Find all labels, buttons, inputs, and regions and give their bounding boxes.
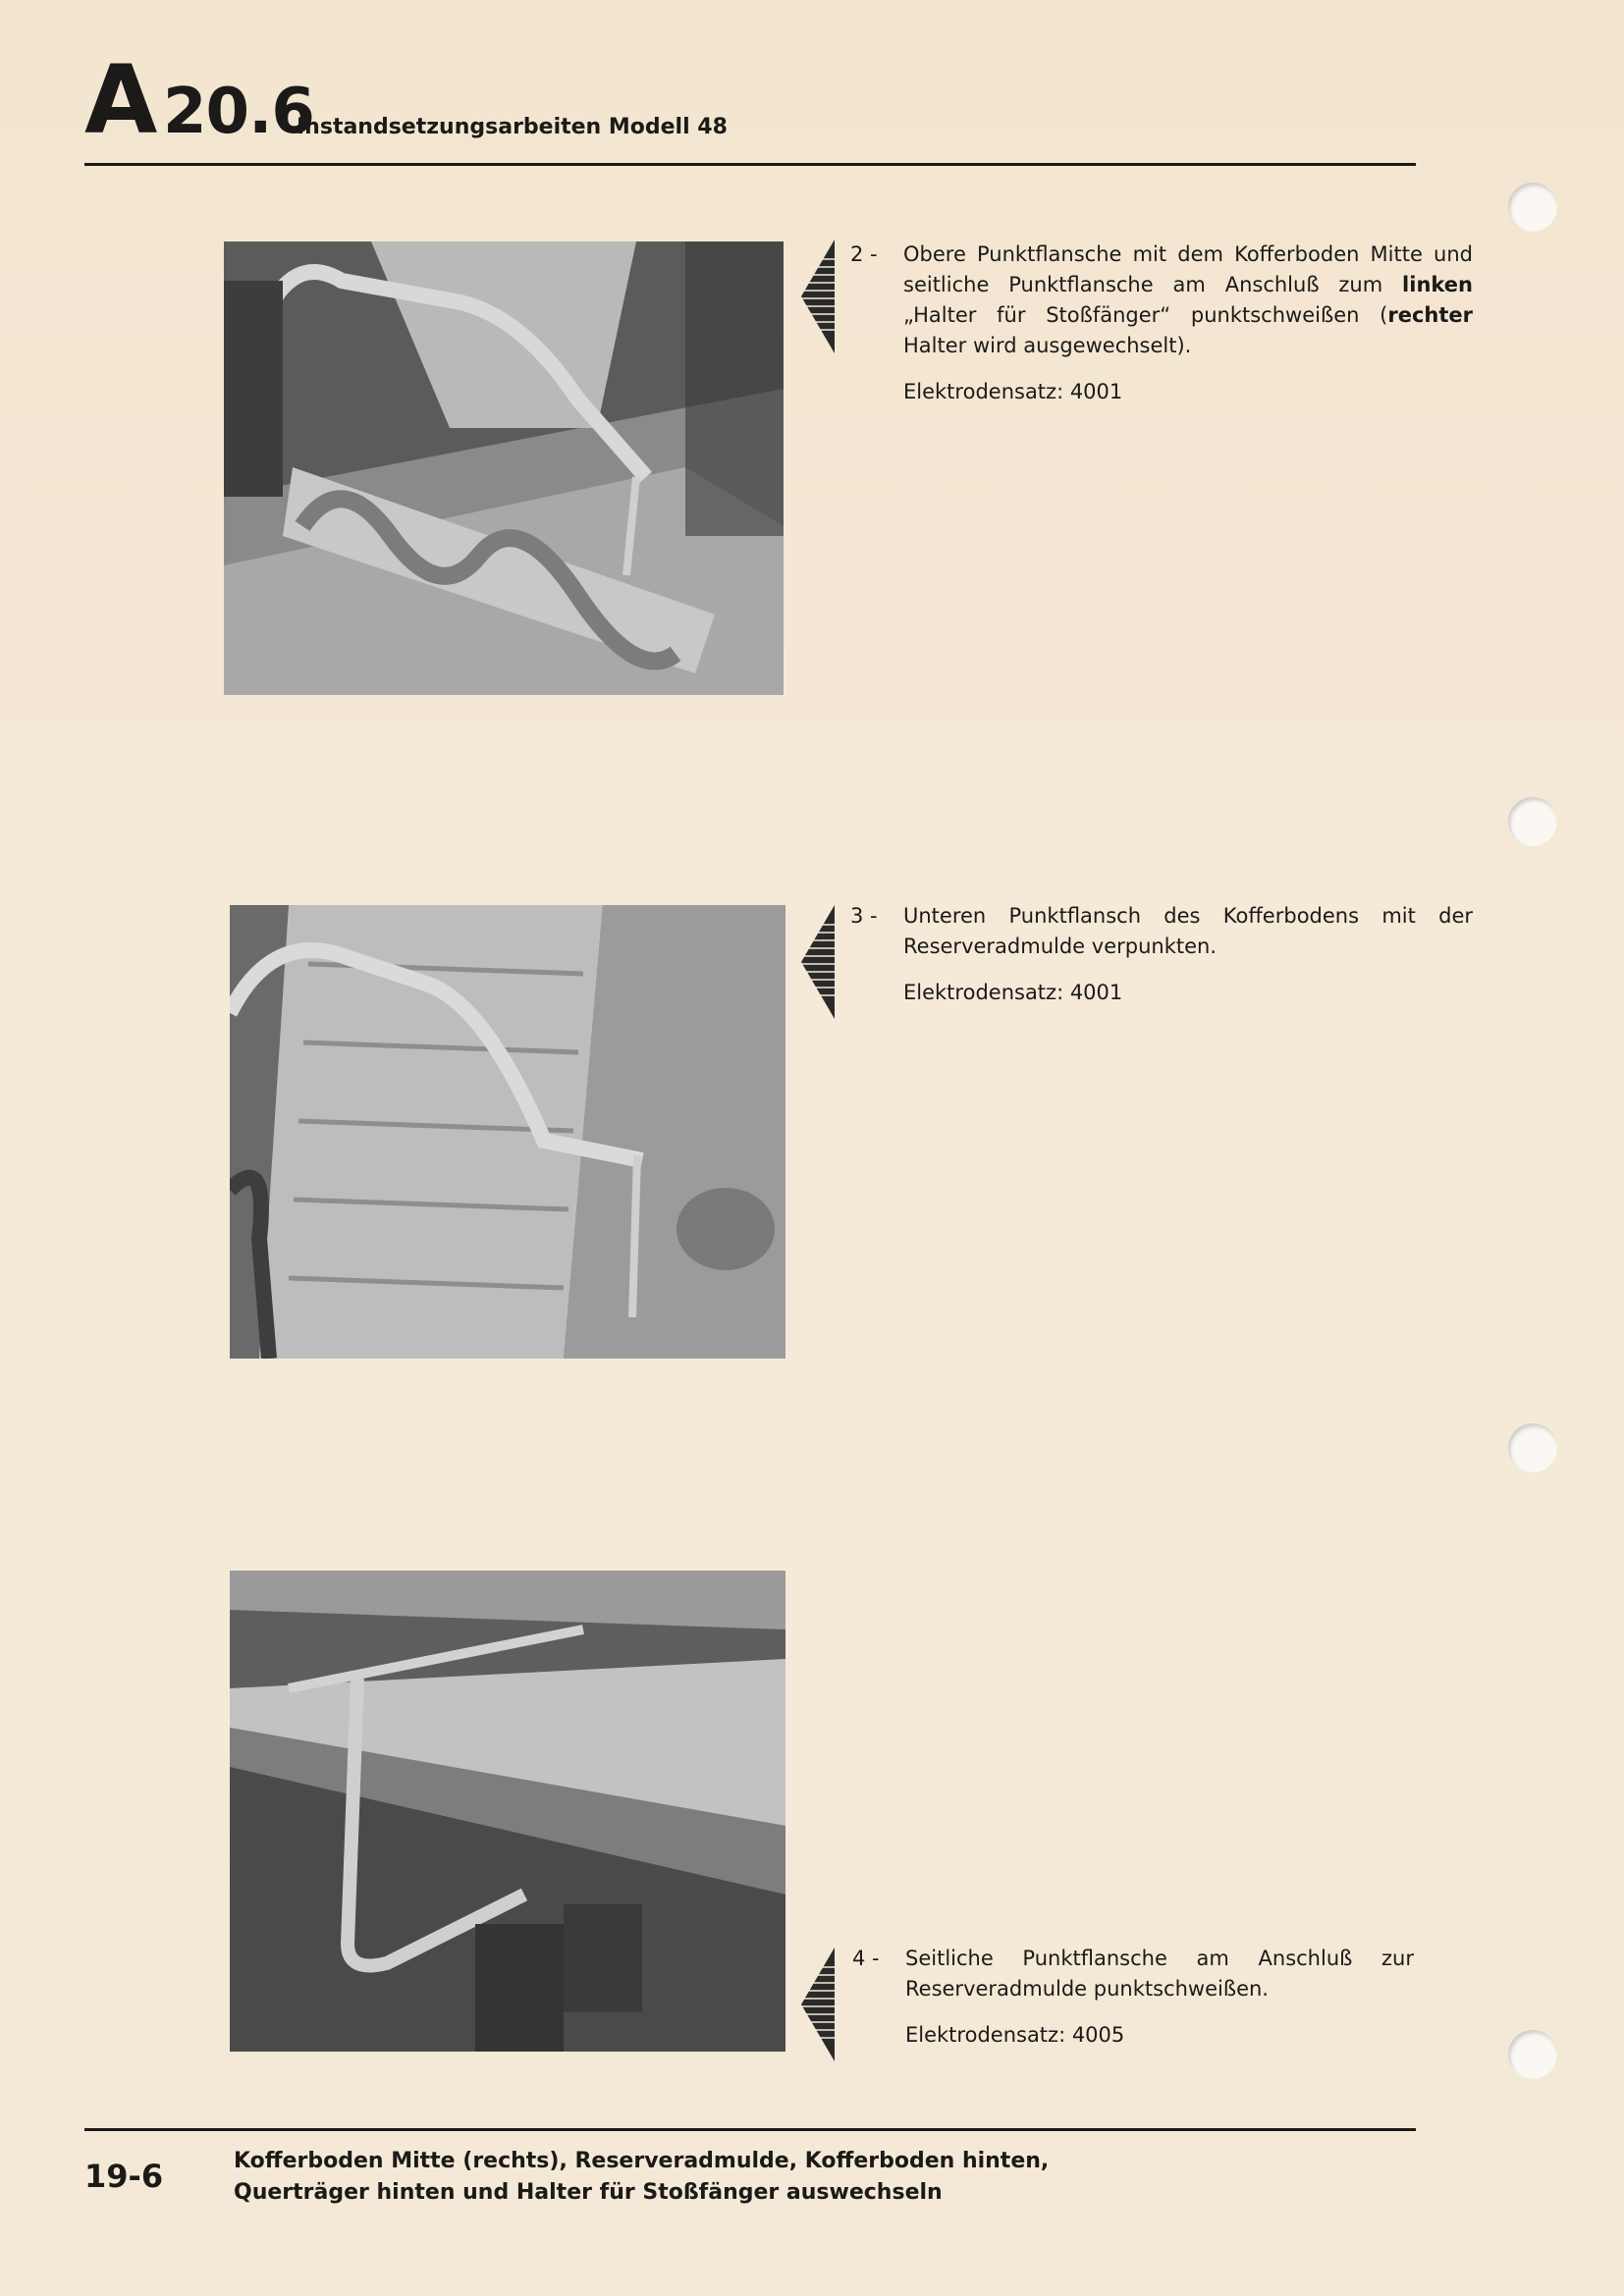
arrow-marker-step-3 bbox=[801, 905, 835, 1019]
step-number: 4 - bbox=[852, 1947, 880, 1970]
footer-title-line-1: Kofferboden Mitte (rechts), Reserveradmulde, Kofferboden hinten, bbox=[234, 2149, 1050, 2173]
binder-hole bbox=[1508, 1423, 1557, 1472]
binder-hole bbox=[1508, 797, 1557, 846]
step-text: Obere Punktflansche mit dem Kofferboden Mitte und seitliche Punktflansche am Anschluß zum linken „Halter für Stoßfänger“ punktschweißen (rechter Halter wird ausgewechselt). bbox=[903, 242, 1473, 357]
binder-hole bbox=[1508, 183, 1557, 232]
step-text: Unteren Punktflansch des Kofferbodens mit der Reserveradmulde verpunkten. bbox=[903, 904, 1473, 958]
step-2 bbox=[850, 240, 1473, 407]
page-subtitle: Instandsetzungsarbeiten Modell 48 bbox=[297, 115, 728, 139]
step-number: 2 - bbox=[850, 242, 878, 266]
binder-hole bbox=[1508, 2030, 1557, 2079]
emphasis-rechter: rechter bbox=[1387, 303, 1473, 327]
footer-title-line-2: Querträger hinten und Halter für Stoßfänger auswechseln bbox=[234, 2180, 943, 2205]
electrode-set: Elektrodensatz: 4001 bbox=[903, 380, 1123, 403]
step-text: Seitliche Punktflansche am Anschluß zur Reserveradmulde punktschweißen. bbox=[905, 1947, 1414, 2001]
photo-step-4 bbox=[230, 1571, 785, 2052]
step-number: 3 - bbox=[850, 904, 878, 928]
photo-step-3 bbox=[230, 905, 785, 1359]
arrow-marker-step-2 bbox=[801, 240, 835, 353]
footer-rule bbox=[84, 2128, 1416, 2131]
footer-title bbox=[234, 2146, 1049, 2209]
step-3 bbox=[850, 901, 1473, 1008]
page-number: 19-6 bbox=[84, 2158, 164, 2195]
photo-step-2 bbox=[224, 241, 784, 695]
header-rule bbox=[84, 163, 1416, 166]
electrode-set: Elektrodensatz: 4005 bbox=[905, 2023, 1125, 2047]
step-4 bbox=[852, 1944, 1414, 2051]
emphasis-linken: linken bbox=[1402, 273, 1473, 296]
electrode-set: Elektrodensatz: 4001 bbox=[903, 981, 1123, 1004]
arrow-marker-step-4 bbox=[801, 1948, 835, 2061]
section-number: 20.6 bbox=[163, 76, 314, 148]
section-letter: A bbox=[84, 45, 154, 155]
